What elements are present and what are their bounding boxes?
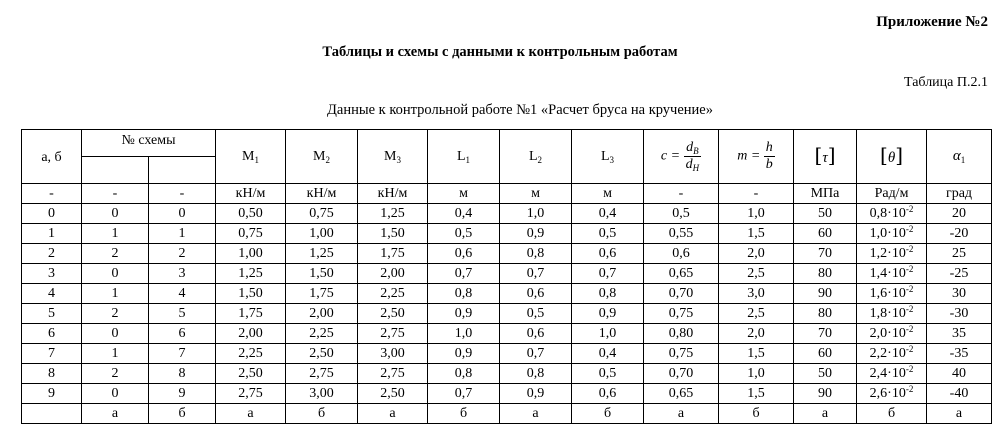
footer-cell: б (719, 404, 794, 424)
cell-l1: 0,7 (428, 264, 500, 284)
cell-l1: 0,9 (428, 304, 500, 324)
cell-alpha: -20 (927, 224, 992, 244)
table-row (22, 344, 992, 364)
cell-l3: 0,7 (572, 264, 644, 284)
table-row (22, 384, 992, 404)
cell-theta: $2,2\cdot 10^{-2}$ (857, 344, 927, 364)
unit-cell: МПа (794, 184, 857, 204)
cell-m: 1,0 (719, 204, 794, 224)
unit-cell: - (644, 184, 719, 204)
unit-cell: - (149, 184, 216, 204)
cell-s2: 5 (149, 304, 216, 324)
cell-alpha: 35 (927, 324, 992, 344)
cell-tau: 60 (794, 344, 857, 364)
cell-m: 3,0 (719, 284, 794, 304)
cell-m2: 2,75 (286, 364, 358, 384)
cell-s2: 7 (149, 344, 216, 364)
cell-m2: 1,00 (286, 224, 358, 244)
col-header-scheme-a (82, 157, 149, 184)
cell-l3: 0,5 (572, 364, 644, 384)
cell-tau: 50 (794, 204, 857, 224)
cell-alpha: -30 (927, 304, 992, 324)
cell-ab: 0 (22, 204, 82, 224)
cell-m: 1,5 (719, 344, 794, 364)
units-row (22, 184, 992, 204)
footer-cell: б (149, 404, 216, 424)
cell-theta: $2,6\cdot 10^{-2}$ (857, 384, 927, 404)
cell-s1: 2 (82, 364, 149, 384)
col-header-c-ratio: c = $\frac{d_B}{d_H}$ (644, 130, 719, 184)
unit-cell: кН/м (286, 184, 358, 204)
cell-l3: 0,8 (572, 284, 644, 304)
col-header-m1: $M_1$ (216, 130, 286, 184)
col-header-m3: $M_3$ (358, 130, 428, 184)
table-row (22, 364, 992, 384)
cell-s1: 0 (82, 324, 149, 344)
footer-cell: б (428, 404, 500, 424)
footer-cell: б (857, 404, 927, 424)
cell-m1: 2,00 (216, 324, 286, 344)
cell-m: 1,0 (719, 364, 794, 384)
cell-ab: 4 (22, 284, 82, 304)
cell-ab: 1 (22, 224, 82, 244)
cell-l2: 0,5 (500, 304, 572, 324)
cell-s1: 1 (82, 284, 149, 304)
cell-m2: 2,25 (286, 324, 358, 344)
table-row (22, 224, 992, 244)
cell-tau: 60 (794, 224, 857, 244)
cell-s1: 2 (82, 304, 149, 324)
cell-m1: 2,50 (216, 364, 286, 384)
unit-cell: - (82, 184, 149, 204)
table-caption: Данные к контрольной работе №1 «Расчет бруса на кручение» (327, 102, 713, 118)
cell-l2: 0,9 (500, 224, 572, 244)
table-number: Таблица П.2.1 (904, 75, 988, 90)
cell-c: 0,70 (644, 284, 719, 304)
table-row (22, 204, 992, 224)
cell-s1: 1 (82, 224, 149, 244)
cell-theta: $1,4\cdot 10^{-2}$ (857, 264, 927, 284)
footer-cell: б (572, 404, 644, 424)
cell-ab: 6 (22, 324, 82, 344)
cell-m: 1,5 (719, 384, 794, 404)
unit-cell: м (500, 184, 572, 204)
col-header-ab: а, б (22, 130, 82, 184)
col-header-alpha: $\alpha_1$ (927, 130, 992, 184)
cell-s1: 0 (82, 204, 149, 224)
cell-l1: 1,0 (428, 324, 500, 344)
cell-c: 0,80 (644, 324, 719, 344)
cell-s2: 1 (149, 224, 216, 244)
cell-s2: 0 (149, 204, 216, 224)
cell-theta: $0,8\cdot 10^{-2}$ (857, 204, 927, 224)
footer-cell: а (358, 404, 428, 424)
data-table (21, 129, 992, 424)
cell-s2: 6 (149, 324, 216, 344)
cell-m2: 2,50 (286, 344, 358, 364)
footer-cell: а (82, 404, 149, 424)
cell-l2: 0,6 (500, 324, 572, 344)
cell-m3: 1,25 (358, 204, 428, 224)
table-row (22, 304, 992, 324)
cell-ab: 3 (22, 264, 82, 284)
cell-l2: 0,7 (500, 264, 572, 284)
cell-c: 0,6 (644, 244, 719, 264)
cell-m: 2,5 (719, 264, 794, 284)
cell-m2: 2,00 (286, 304, 358, 324)
cell-s2: 4 (149, 284, 216, 304)
cell-m3: 2,50 (358, 384, 428, 404)
unit-cell: кН/м (216, 184, 286, 204)
cell-tau: 70 (794, 324, 857, 344)
cell-alpha: 30 (927, 284, 992, 304)
col-header-scheme-b (149, 157, 216, 184)
cell-c: 0,75 (644, 304, 719, 324)
cell-l1: 0,8 (428, 284, 500, 304)
cell-alpha: 25 (927, 244, 992, 264)
cell-tau: 50 (794, 364, 857, 384)
footer-cell: а (927, 404, 992, 424)
col-header-theta: [θ] (857, 130, 927, 184)
table-row (22, 284, 992, 304)
cell-s2: 8 (149, 364, 216, 384)
cell-l3: 1,0 (572, 324, 644, 344)
cell-c: 0,5 (644, 204, 719, 224)
cell-ab: 2 (22, 244, 82, 264)
cell-s1: 1 (82, 344, 149, 364)
cell-m1: 2,75 (216, 384, 286, 404)
cell-c: 0,55 (644, 224, 719, 244)
cell-m1: 0,75 (216, 224, 286, 244)
cell-theta: $1,0\cdot 10^{-2}$ (857, 224, 927, 244)
cell-m: 1,5 (719, 224, 794, 244)
cell-theta: $1,6\cdot 10^{-2}$ (857, 284, 927, 304)
cell-tau: 70 (794, 244, 857, 264)
m-fraction: $\frac{h}{b}$ (765, 140, 773, 172)
table-row (22, 264, 992, 284)
cell-m2: 3,00 (286, 384, 358, 404)
cell-ab: 7 (22, 344, 82, 364)
cell-l1: 0,9 (428, 344, 500, 364)
cell-m3: 2,50 (358, 304, 428, 324)
table-row (22, 324, 992, 344)
cell-l3: 0,4 (572, 204, 644, 224)
cell-l1: 0,6 (428, 244, 500, 264)
cell-s2: 9 (149, 384, 216, 404)
unit-cell: м (428, 184, 500, 204)
unit-cell: Рад/м (857, 184, 927, 204)
col-header-l2: $L_2$ (500, 130, 572, 184)
footer-row (22, 404, 992, 424)
cell-l3: 0,4 (572, 344, 644, 364)
footer-cell (22, 404, 82, 424)
unit-cell: - (719, 184, 794, 204)
cell-l2: 0,9 (500, 384, 572, 404)
cell-tau: 90 (794, 384, 857, 404)
footer-cell: а (644, 404, 719, 424)
col-header-tau: [τ] (794, 130, 857, 184)
footer-cell: а (500, 404, 572, 424)
cell-m2: 1,50 (286, 264, 358, 284)
cell-ab: 5 (22, 304, 82, 324)
page-title: Таблицы и схемы с данными к контрольным работам (322, 44, 678, 60)
cell-c: 0,75 (644, 344, 719, 364)
cell-m2: 1,25 (286, 244, 358, 264)
cell-m1: 1,00 (216, 244, 286, 264)
cell-m3: 2,75 (358, 324, 428, 344)
cell-s2: 2 (149, 244, 216, 264)
unit-cell: кН/м (358, 184, 428, 204)
cell-m1: 0,50 (216, 204, 286, 224)
cell-s2: 3 (149, 264, 216, 284)
cell-ab: 9 (22, 384, 82, 404)
cell-l2: 0,8 (500, 244, 572, 264)
cell-m3: 1,75 (358, 244, 428, 264)
cell-alpha: -25 (927, 264, 992, 284)
col-header-scheme: № схемы (82, 130, 216, 157)
cell-m1: 1,50 (216, 284, 286, 304)
cell-m1: 2,25 (216, 344, 286, 364)
cell-m3: 2,75 (358, 364, 428, 384)
cell-alpha: 20 (927, 204, 992, 224)
cell-tau: 90 (794, 284, 857, 304)
cell-l2: 0,6 (500, 284, 572, 304)
footer-cell: а (794, 404, 857, 424)
cell-tau: 80 (794, 264, 857, 284)
cell-m: 2,0 (719, 324, 794, 344)
cell-ab: 8 (22, 364, 82, 384)
cell-m3: 2,25 (358, 284, 428, 304)
cell-l3: 0,5 (572, 224, 644, 244)
cell-c: 0,65 (644, 264, 719, 284)
unit-cell: м (572, 184, 644, 204)
cell-alpha: -35 (927, 344, 992, 364)
cell-l3: 0,6 (572, 244, 644, 264)
cell-l2: 0,8 (500, 364, 572, 384)
col-header-l3: $L_3$ (572, 130, 644, 184)
cell-l1: 0,8 (428, 364, 500, 384)
c-fraction: $\frac{d_B}{d_H}$ (685, 140, 700, 173)
cell-l2: 1,0 (500, 204, 572, 224)
cell-s1: 0 (82, 264, 149, 284)
cell-m3: 2,00 (358, 264, 428, 284)
cell-alpha: 40 (927, 364, 992, 384)
header-row (22, 130, 992, 157)
cell-m2: 0,75 (286, 204, 358, 224)
cell-s1: 2 (82, 244, 149, 264)
cell-l1: 0,7 (428, 384, 500, 404)
cell-c: 0,65 (644, 384, 719, 404)
cell-theta: $2,4\cdot 10^{-2}$ (857, 364, 927, 384)
footer-cell: б (286, 404, 358, 424)
footer-cell: а (216, 404, 286, 424)
cell-l3: 0,6 (572, 384, 644, 404)
cell-c: 0,70 (644, 364, 719, 384)
cell-s1: 0 (82, 384, 149, 404)
cell-l1: 0,5 (428, 224, 500, 244)
cell-alpha: -40 (927, 384, 992, 404)
col-header-l1: $L_1$ (428, 130, 500, 184)
cell-l1: 0,4 (428, 204, 500, 224)
col-header-m2: $M_2$ (286, 130, 358, 184)
cell-m3: 1,50 (358, 224, 428, 244)
appendix-label: Приложение №2 (876, 14, 988, 30)
cell-theta: $2,0\cdot 10^{-2}$ (857, 324, 927, 344)
cell-l2: 0,7 (500, 344, 572, 364)
cell-m3: 3,00 (358, 344, 428, 364)
cell-m: 2,5 (719, 304, 794, 324)
table-row (22, 244, 992, 264)
cell-tau: 80 (794, 304, 857, 324)
unit-cell: - (22, 184, 82, 204)
cell-m1: 1,25 (216, 264, 286, 284)
cell-m2: 1,75 (286, 284, 358, 304)
cell-l3: 0,9 (572, 304, 644, 324)
cell-m: 2,0 (719, 244, 794, 264)
cell-m1: 1,75 (216, 304, 286, 324)
unit-cell: град (927, 184, 992, 204)
cell-theta: $1,8\cdot 10^{-2}$ (857, 304, 927, 324)
col-header-m-ratio: m = $\frac{h}{b}$ (719, 130, 794, 184)
cell-theta: $1,2\cdot 10^{-2}$ (857, 244, 927, 264)
